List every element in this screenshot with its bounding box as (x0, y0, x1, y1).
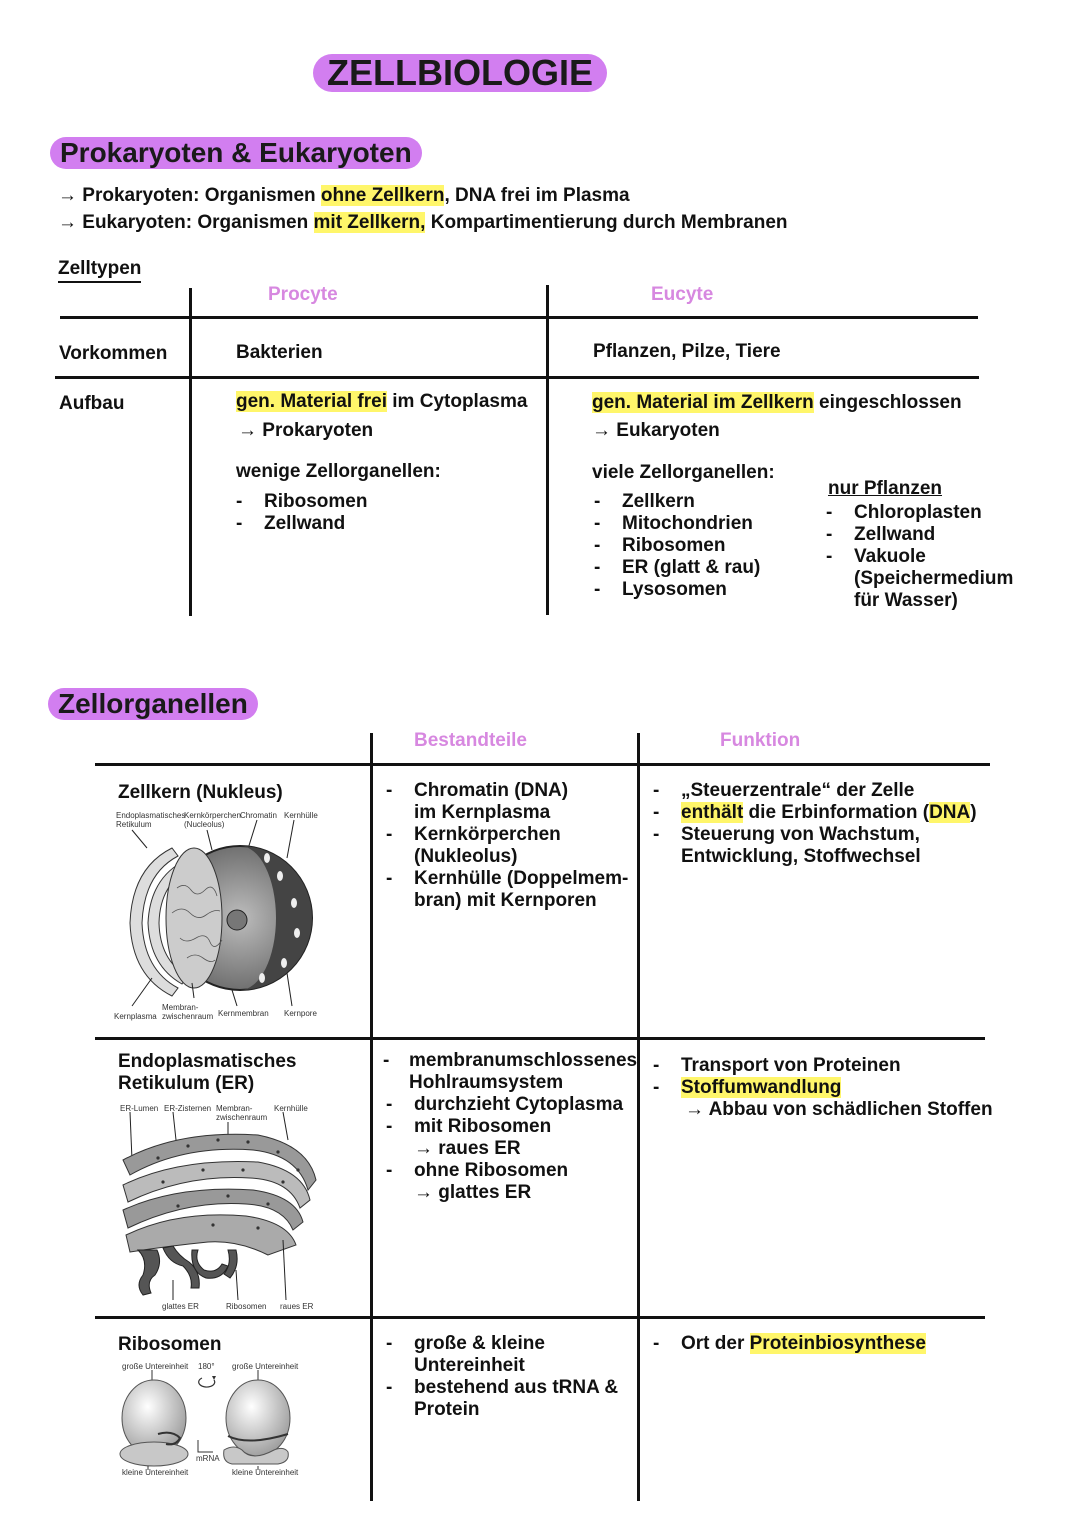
table1-divider-2 (546, 285, 549, 615)
diagram-label: ER-Lumen (120, 1104, 159, 1113)
row-label-vorkommen: Vorkommen (59, 343, 168, 364)
list-item: Entwicklung, Stoffwechsel (681, 846, 921, 867)
er-bestandteile-2 (386, 1094, 623, 1204)
nucleus-funktion (653, 780, 977, 868)
er-bestandteile (383, 1050, 637, 1094)
diagram-label: glattes ER (162, 1302, 199, 1311)
list-item: - enthält die Erbinformation (DNA) (653, 802, 977, 824)
diagram-label: Endoplasmatisches Retikulum (116, 811, 186, 829)
list-item: - Transport von Proteinen (653, 1055, 993, 1077)
plants-only-list (826, 502, 1013, 612)
list-item: bran) mit Kernporen (414, 890, 597, 911)
ribosome-diagram (118, 1358, 308, 1480)
list-item: - membranumschlossenes (383, 1050, 637, 1072)
table2-header-line (95, 763, 990, 766)
diagram-label: Chromatin (240, 811, 277, 820)
list-item: - Lysosomen (594, 579, 760, 601)
arrow-right-icon: → (58, 185, 77, 206)
diagram-label: Ribosomen (226, 1302, 267, 1311)
table2-divider-2 (637, 733, 640, 1501)
column-header-procyte: Procyte (268, 284, 338, 305)
diagram-label: raues ER (280, 1302, 314, 1311)
section-heading-zellorganellen: Zellorganellen (48, 688, 258, 720)
procyte-aufbau-arrow: → Prokaryoten (238, 420, 374, 441)
diagram-label: mRNA (196, 1454, 220, 1463)
list-item: - Chromatin (DNA) (386, 780, 628, 802)
eucyte-organelles-head: viele Zellorganellen: (592, 462, 775, 483)
diagram-label: 180° (198, 1362, 215, 1371)
eucyte-aufbau-arrow: → Eukaryoten (592, 420, 720, 441)
table1-header-line (60, 316, 978, 319)
list-item: - ohne Ribosomen (386, 1160, 623, 1182)
diagram-label: Kernpore (284, 1009, 317, 1018)
list-item: Untereinheit (414, 1355, 525, 1376)
list-item: → glattes ER (414, 1182, 532, 1203)
plants-only-heading: nur Pflanzen (828, 478, 943, 499)
list-item: - Kernhülle (Doppelmem- (386, 868, 628, 890)
diagram-label: Kernhülle (284, 811, 318, 820)
list-item: - große & kleine (386, 1333, 618, 1355)
procyte-vorkommen: Bakterien (236, 342, 323, 363)
list-item: (Speichermedium (854, 568, 1014, 589)
organelle-name-ribosomen: Ribosomen (118, 1334, 222, 1355)
list-item: - Vakuole (826, 546, 1013, 568)
list-item: - Chloroplasten (826, 502, 1013, 524)
nucleus-diagram (112, 808, 352, 1023)
definition-prokaryoten: → Prokaryoten: Organismen ohne Zellkern, DNA frei im Plasma (58, 185, 630, 206)
page-title: ZELLBIOLOGIE (313, 54, 607, 92)
diagram-label: Membran-zwischenraum (216, 1104, 268, 1122)
table1-row-line (55, 376, 979, 379)
organelle-name-er: Endoplasmatisches (118, 1051, 297, 1072)
organelle-name-er-2: Retikulum (ER) (118, 1073, 255, 1094)
list-item: → raues ER (414, 1138, 521, 1159)
eucyte-organelles-list (594, 491, 760, 601)
list-item: - Ort der Proteinbiosynthese (653, 1333, 926, 1355)
list-item: - Zellwand (236, 513, 367, 535)
list-item: - Zellkern (594, 491, 760, 513)
procyte-organelles-list (236, 491, 367, 535)
eucyte-vorkommen: Pflanzen, Pilze, Tiere (593, 341, 781, 362)
eucyte-aufbau-material: gen. Material im Zellkern eingeschlossen (592, 392, 962, 413)
column-header-eucyte: Eucyte (651, 284, 714, 305)
diagram-label: Kernplasma (114, 1012, 157, 1021)
list-item: - Ribosomen (236, 491, 367, 513)
list-item: - Stoffumwandlung (653, 1077, 993, 1099)
diagram-label: ER-Zisternen (164, 1104, 212, 1113)
diagram-label: kleine Untereinheit (122, 1468, 189, 1477)
list-item: - Kernkörperchen (386, 824, 628, 846)
list-item: - mit Ribosomen (386, 1116, 623, 1138)
column-header-bestandteile: Bestandteile (414, 730, 527, 751)
er-diagram (118, 1100, 328, 1315)
list-item: (Nukleolus) (414, 846, 518, 867)
diagram-label: Kernhülle (274, 1104, 308, 1113)
list-item: → Abbau von schädlichen Stoffen (685, 1099, 993, 1120)
ribosomen-bestandteile (386, 1333, 618, 1421)
list-item: - Mitochondrien (594, 513, 760, 535)
list-item: im Kernplasma (414, 802, 551, 823)
arrow-right-icon: → (58, 212, 77, 233)
diagram-label: große Untereinheit (232, 1362, 299, 1371)
list-item: - durchzieht Cytoplasma (386, 1094, 623, 1116)
list-item: - ER (glatt & rau) (594, 557, 760, 579)
list-item: Hohlraumsystem (409, 1072, 564, 1093)
table2-row-line-1 (95, 1037, 985, 1040)
procyte-organelles-head: wenige Zellorganellen: (236, 461, 441, 482)
diagram-label: Membran-zwischenraum (162, 1003, 214, 1021)
diagram-label: kleine Untereinheit (232, 1468, 299, 1477)
column-header-funktion: Funktion (720, 730, 801, 751)
ribosomen-funktion (653, 1333, 926, 1355)
definition-eukaryoten: → Eukaryoten: Organismen mit Zellkern, Kompartimentierung durch Membranen (58, 212, 788, 233)
organelle-name-nucleus: Zellkern (Nukleus) (118, 782, 283, 803)
nucleus-illustration (112, 808, 352, 1023)
er-illustration (118, 1100, 328, 1315)
list-item: - Steuerung von Wachstum, (653, 824, 977, 846)
procyte-aufbau-material: gen. Material frei im Cytoplasma (236, 391, 528, 412)
list-item: - „Steuerzentrale“ der Zelle (653, 780, 977, 802)
table2-divider-1 (370, 733, 373, 1501)
diagram-label: große Untereinheit (122, 1362, 189, 1371)
list-item: - Ribosomen (594, 535, 760, 557)
list-item: Protein (414, 1399, 480, 1420)
list-item: - Zellwand (826, 524, 1013, 546)
table2-row-line-2 (95, 1316, 985, 1319)
diagram-label: Kernkörperchen (Nucleolus) (184, 811, 241, 829)
row-label-aufbau: Aufbau (59, 393, 125, 414)
diagram-label: Kernmembran (218, 1009, 269, 1018)
section-heading-prokaryoten: Prokaryoten & Eukaryoten (50, 137, 422, 169)
zelltypen-label: Zelltypen (58, 258, 141, 283)
table1-divider-1 (189, 288, 192, 616)
er-funktion (653, 1055, 993, 1121)
list-item: - bestehend aus tRNA & (386, 1377, 618, 1399)
list-item: für Wasser) (854, 590, 958, 611)
nucleus-bestandteile (386, 780, 628, 912)
